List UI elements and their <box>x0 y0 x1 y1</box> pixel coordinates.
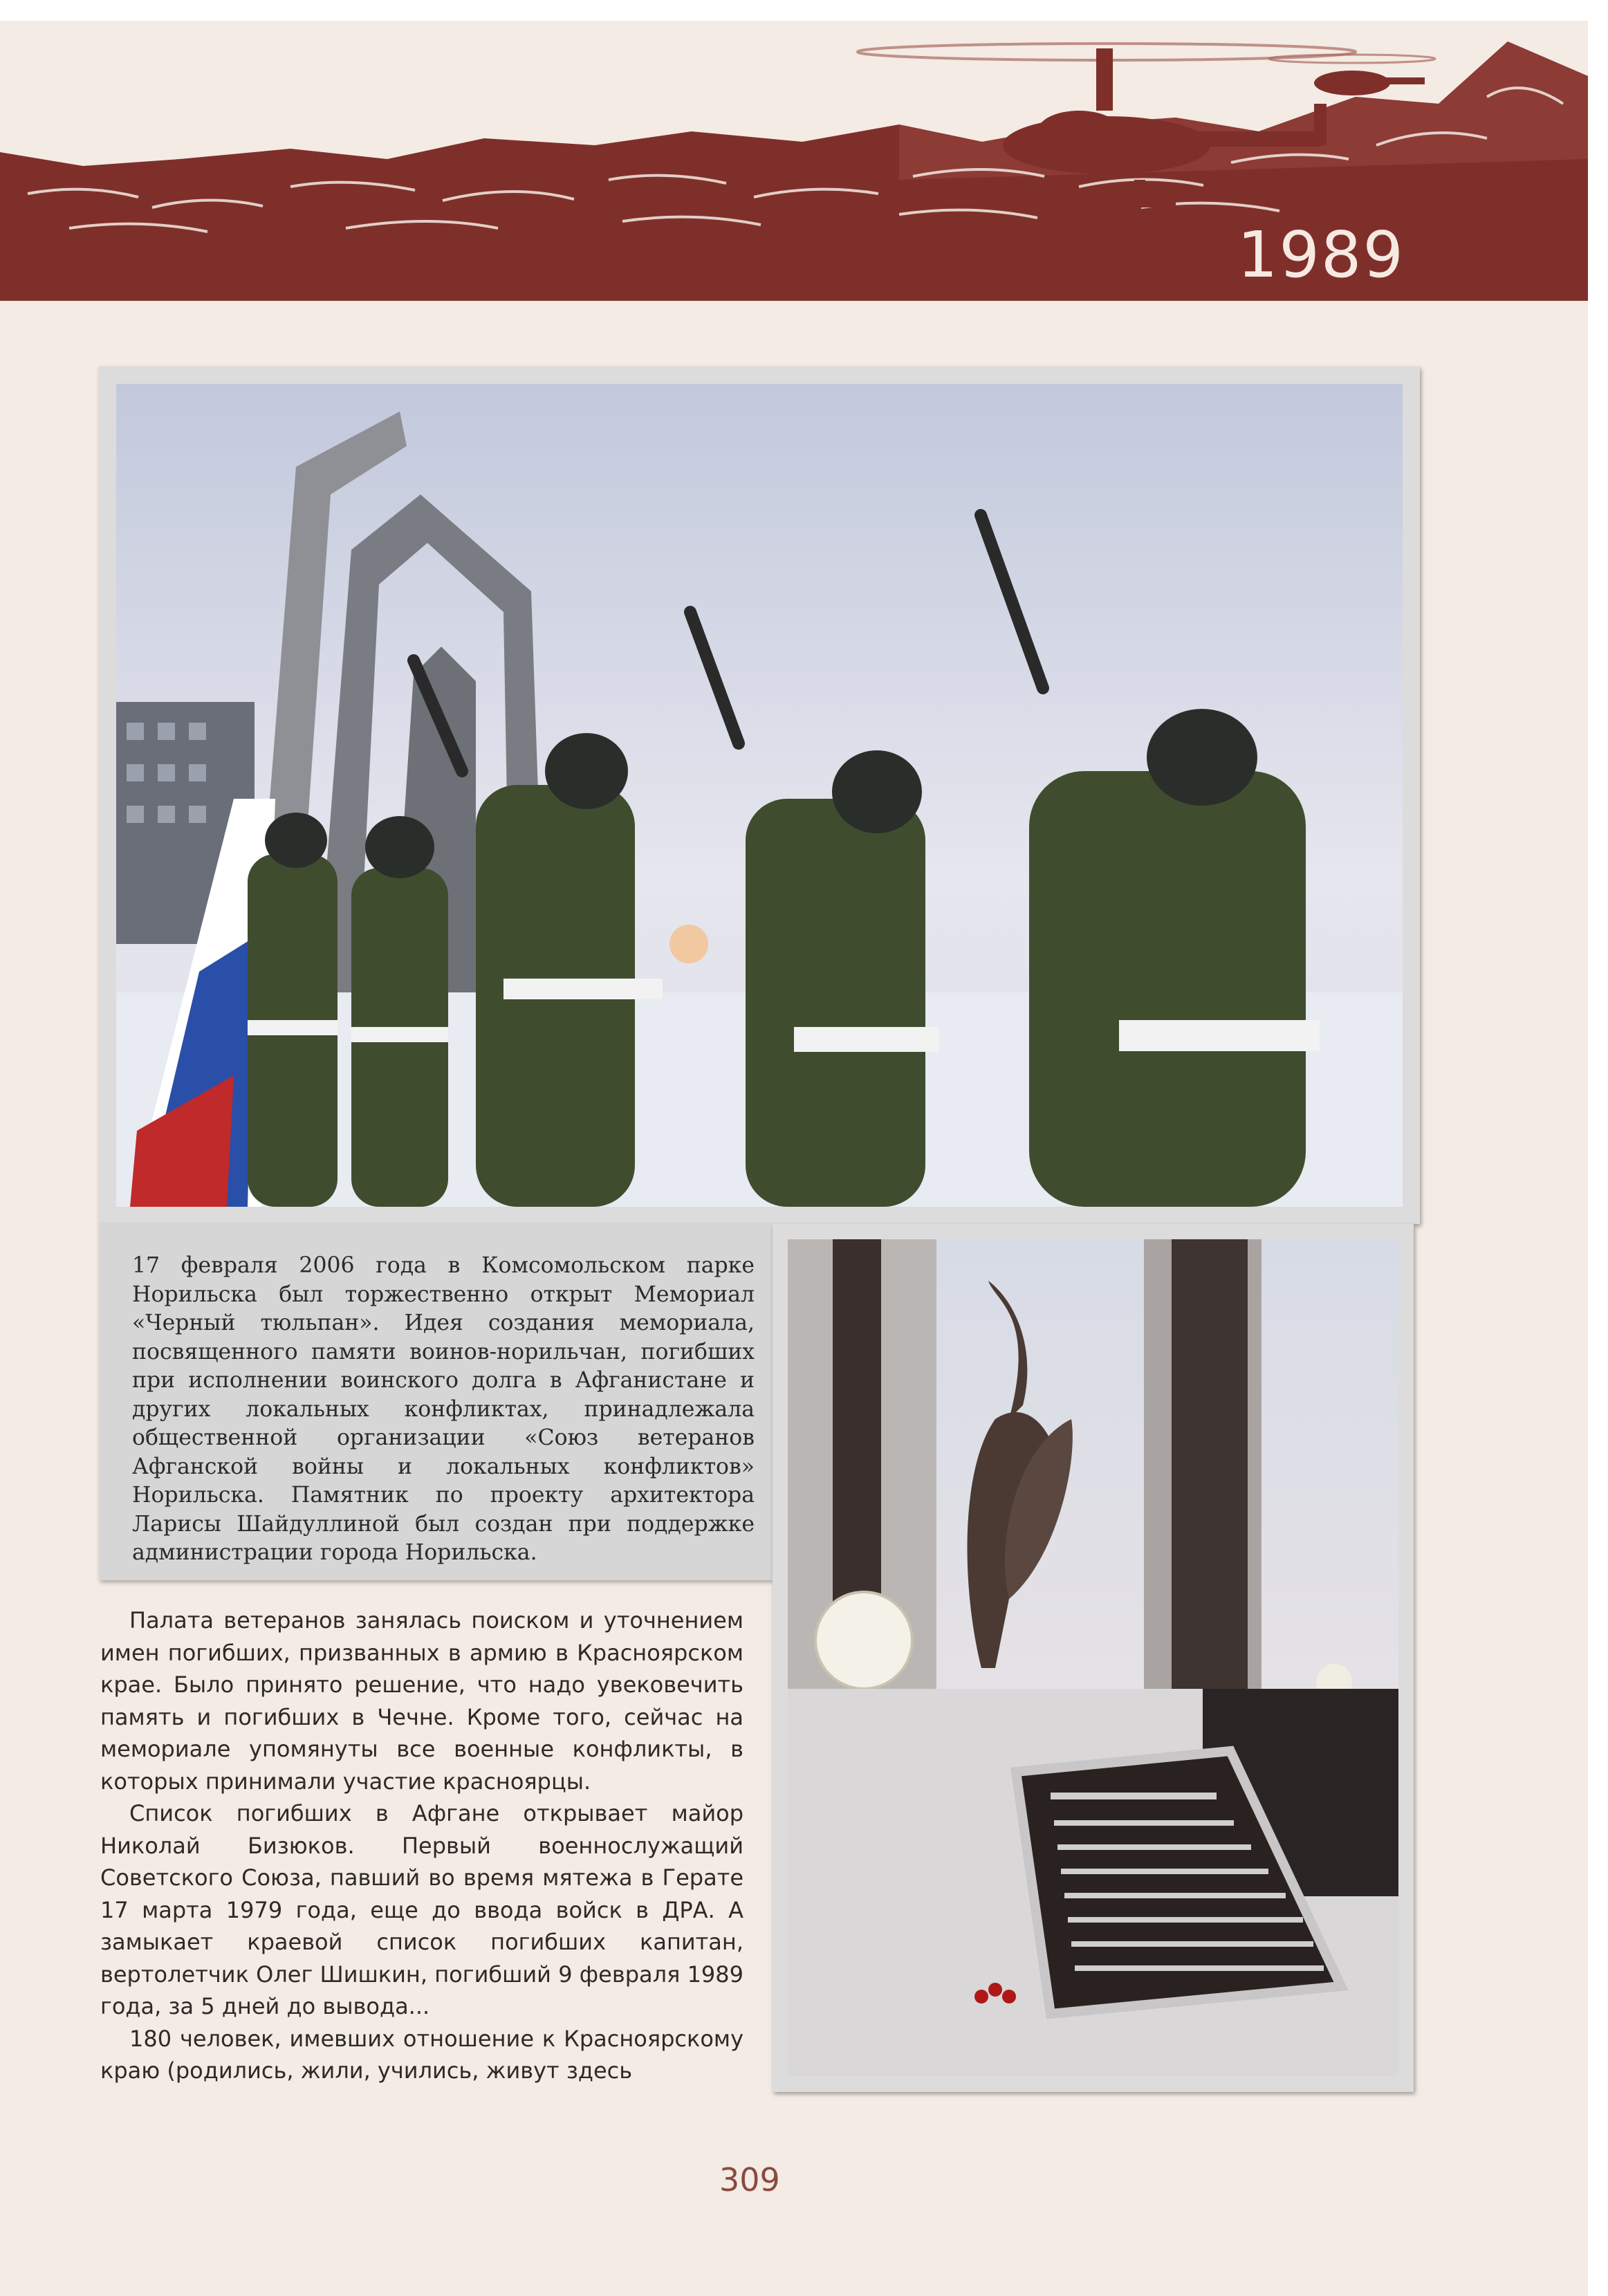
right-photo-frame <box>773 1224 1414 2092</box>
body-paragraph-1: Палата ветеранов занялась поиском и уточнением имен погибших, призванных в армию в Красноярском крае. Было принято решение, что надо увековечить память и погибших в Чечне. Кроме того, сейчас на мемориале упомянуты все военные конфликты, в которых принимали участие красноярцы. <box>100 1607 743 1795</box>
caption-text: 17 февраля 2006 года в Комсомольском парке Норильска был торжественно открыт Мемориал «Черный тюльпан». Идея создания мемориала, посвященного памяти воинов-норильчан, погибших при исполнении воинского долга в Афганистане и других локальных конфликтах, принадлежала общественной организации «Союз ветеранов Афганской войны и локальных конфликтов» Норильска. Памятник по проекту архитектора Ларисы Шайдуллиной был создан при поддержке администрации города Норильска. <box>132 1253 755 1565</box>
top-photo-frame <box>99 367 1420 1224</box>
caption-box <box>99 1224 773 1580</box>
header-band <box>0 21 1588 301</box>
body-paragraph-3: 180 человек, имевших отношение к Красноярскому краю (родились, жили, учились, живут здесь <box>100 2025 743 2084</box>
book-page <box>0 21 1588 2296</box>
page-number: 309 <box>719 2161 780 2198</box>
body-paragraph-2: Список погибших в Афгане открывает майор Николай Бизюков. Первый военнослужащий Советского Союза, павший во время мятежа в Герате 17 марта 1979 года, еще до ввода войск в ДРА. А замыкает краевой список погибших капитан, вертолетчик Олег Шишкин, погибший 9 февраля 1989 года, за 5 дней до вывода... <box>100 1800 743 2019</box>
memorial-ceremony-photo <box>116 384 1403 1207</box>
year-label: 1989 <box>1237 218 1405 292</box>
memorial-monument-photo <box>788 1239 1398 2076</box>
body-text <box>100 1604 743 2087</box>
